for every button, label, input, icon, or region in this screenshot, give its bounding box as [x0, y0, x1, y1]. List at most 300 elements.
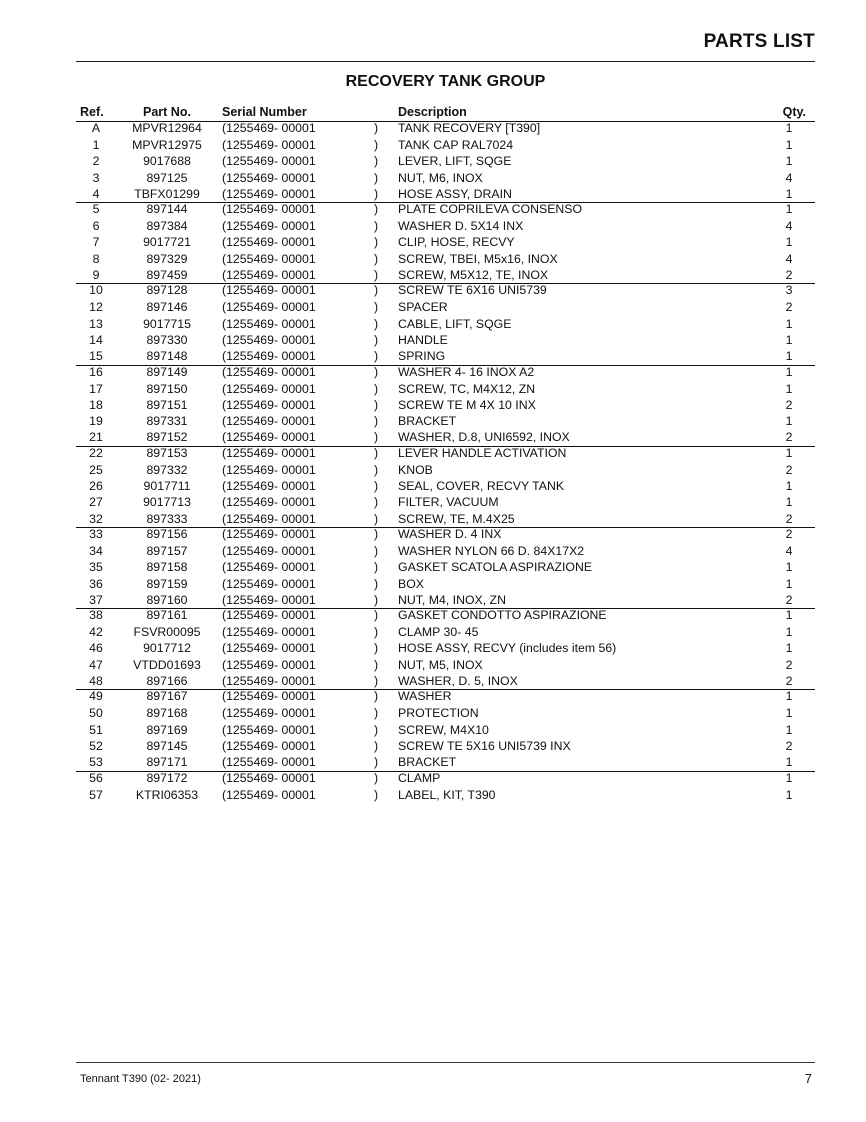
column-header-serial: Serial Number: [222, 105, 307, 119]
description-cell: WASHER 4- 16 INOX A2: [398, 364, 535, 379]
serial-number-cell: (1255469- 00001: [222, 414, 316, 429]
table-row: [76, 446, 815, 462]
part-number-cell: 897153: [146, 445, 188, 460]
qty-cell: 2: [785, 397, 793, 412]
part-number-cell: 897160: [146, 592, 188, 607]
part-number-cell: 897459: [146, 268, 188, 283]
qty-cell: 4: [785, 170, 793, 185]
serial-close-paren: ): [374, 722, 379, 737]
qty-cell: 2: [785, 462, 793, 477]
ref-cell: 18: [89, 397, 103, 412]
part-number-cell: KTRI06353: [135, 787, 199, 802]
qty-cell: 2: [785, 511, 793, 526]
serial-close-paren: ): [374, 430, 379, 445]
serial-close-paren: ): [374, 770, 379, 785]
description-cell: SPRING: [398, 349, 446, 364]
serial-close-paren: ): [374, 526, 379, 541]
qty-cell: 1: [785, 316, 793, 331]
ref-cell: 48: [89, 674, 103, 689]
table-row: [76, 348, 815, 364]
qty-cell: 1: [785, 349, 793, 364]
serial-number-cell: (1255469- 00001: [222, 251, 316, 266]
ref-cell: 7: [92, 235, 100, 250]
qty-cell: 1: [785, 202, 793, 217]
part-number-cell: 897151: [146, 397, 188, 412]
part-number-cell: 897329: [146, 251, 188, 266]
serial-close-paren: ): [374, 511, 379, 526]
serial-close-paren: ): [374, 608, 379, 623]
serial-number-cell: (1255469- 00001: [222, 576, 316, 591]
ref-cell: 51: [89, 722, 103, 737]
ref-cell: 10: [89, 283, 103, 298]
part-number-cell: 897161: [146, 608, 188, 623]
part-number-cell: 897159: [146, 576, 188, 591]
ref-cell: 46: [89, 641, 103, 656]
qty-cell: 1: [785, 235, 793, 250]
description-cell: WASHER, D. 5, INOX: [398, 674, 518, 689]
serial-close-paren: ): [374, 755, 379, 770]
qty-cell: 2: [785, 738, 793, 753]
qty-cell: 2: [785, 300, 793, 315]
description-cell: WASHER NYLON 66 D. 84X17X2: [398, 543, 585, 558]
serial-close-paren: ): [374, 495, 379, 510]
part-number-cell: 897333: [146, 511, 188, 526]
page-title: PARTS LIST: [703, 31, 815, 52]
footer-divider: [76, 1062, 815, 1063]
serial-close-paren: ): [374, 381, 379, 396]
qty-cell: 1: [785, 445, 793, 460]
serial-number-cell: (1255469- 00001: [222, 300, 316, 315]
part-number-cell: 897150: [146, 381, 188, 396]
table-row: [76, 234, 815, 250]
table-row: [76, 478, 815, 494]
serial-close-paren: ): [374, 445, 379, 460]
table-row: [76, 511, 815, 527]
qty-cell: 3: [785, 283, 793, 298]
serial-close-paren: ): [374, 202, 379, 217]
serial-close-paren: ): [374, 560, 379, 575]
description-cell: NUT, M6, INOX: [398, 170, 483, 185]
description-cell: SCREW TE 5X16 UNI5739 INX: [398, 738, 571, 753]
ref-cell: 49: [89, 689, 103, 704]
part-number-cell: FSVR00095: [133, 625, 201, 640]
part-number-cell: 897156: [146, 526, 188, 541]
description-cell: SCREW, TBEI, M5x16, INOX: [398, 251, 558, 266]
ref-cell: 53: [89, 755, 103, 770]
serial-number-cell: (1255469- 00001: [222, 445, 316, 460]
table-row: [76, 624, 815, 640]
ref-cell: 57: [89, 787, 103, 802]
ref-cell: 37: [89, 592, 103, 607]
table-row: [76, 153, 815, 169]
table-header-row: [76, 104, 815, 121]
table-row: [76, 640, 815, 656]
table-row: [76, 592, 815, 608]
description-cell: SCREW TE M 4X 10 INX: [398, 397, 536, 412]
qty-cell: 1: [785, 770, 793, 785]
table-row: [76, 397, 815, 413]
serial-close-paren: ): [374, 641, 379, 656]
description-cell: WASHER, D.8, UNI6592, INOX: [398, 430, 570, 445]
table-row: [76, 787, 815, 803]
table-row: [76, 381, 815, 397]
serial-number-cell: (1255469- 00001: [222, 186, 316, 201]
qty-cell: 1: [785, 364, 793, 379]
qty-cell: 2: [785, 268, 793, 283]
qty-cell: 1: [785, 479, 793, 494]
serial-number-cell: (1255469- 00001: [222, 657, 316, 672]
column-header-ref: Ref.: [80, 105, 104, 119]
description-cell: PLATE COPRILEVA CONSENSO: [398, 202, 583, 217]
ref-cell: 56: [89, 770, 103, 785]
part-number-cell: 9017721: [143, 235, 191, 250]
ref-cell: 22: [89, 445, 103, 460]
qty-cell: 1: [785, 560, 793, 575]
serial-close-paren: ): [374, 121, 379, 135]
serial-close-paren: ): [374, 543, 379, 558]
description-cell: KNOB: [398, 462, 433, 477]
ref-cell: 15: [89, 349, 103, 364]
serial-close-paren: ): [374, 674, 379, 689]
table-row: [76, 527, 815, 543]
serial-number-cell: (1255469- 00001: [222, 316, 316, 331]
table-row: [76, 186, 815, 202]
description-cell: SCREW, TE, M.4X25: [398, 511, 515, 526]
serial-number-cell: (1255469- 00001: [222, 349, 316, 364]
qty-cell: 1: [785, 186, 793, 201]
table-row: [76, 543, 815, 559]
serial-close-paren: ): [374, 625, 379, 640]
serial-close-paren: ): [374, 349, 379, 364]
ref-cell: 17: [89, 381, 103, 396]
table-row: [76, 332, 815, 348]
table-row: [76, 738, 815, 754]
part-number-cell: 9017688: [143, 154, 191, 169]
table-row: [76, 494, 815, 510]
description-cell: CLAMP 30- 45: [398, 625, 479, 640]
serial-close-paren: ): [374, 235, 379, 250]
description-cell: WASHER D. 4 INX: [398, 526, 502, 541]
part-number-cell: 897146: [146, 300, 188, 315]
ref-cell: 32: [89, 511, 103, 526]
description-cell: HOSE ASSY, RECVY (includes item 56): [398, 641, 617, 656]
serial-number-cell: (1255469- 00001: [222, 430, 316, 445]
description-cell: SCREW, TC, M4X12, ZN: [398, 381, 536, 396]
description-cell: LEVER, LIFT, SQGE: [398, 154, 512, 169]
table-row: [76, 559, 815, 575]
table-row: [76, 413, 815, 429]
serial-close-paren: ): [374, 479, 379, 494]
qty-cell: 4: [785, 251, 793, 266]
part-number-cell: 897167: [146, 689, 188, 704]
description-cell: BOX: [398, 576, 424, 591]
table-row: [76, 170, 815, 186]
parts-table: [76, 104, 815, 803]
description-cell: CLAMP: [398, 770, 441, 785]
part-number-cell: 9017712: [143, 641, 191, 656]
description-cell: WASHER D. 5X14 INX: [398, 219, 524, 234]
serial-number-cell: (1255469- 00001: [222, 738, 316, 753]
serial-number-cell: (1255469- 00001: [222, 641, 316, 656]
serial-close-paren: ): [374, 414, 379, 429]
serial-number-cell: (1255469- 00001: [222, 608, 316, 623]
ref-cell: 34: [89, 543, 103, 558]
qty-cell: 1: [785, 121, 793, 135]
ref-cell: 36: [89, 576, 103, 591]
description-cell: BRACKET: [398, 414, 457, 429]
serial-number-cell: (1255469- 00001: [222, 364, 316, 379]
qty-cell: 1: [785, 787, 793, 802]
serial-number-cell: (1255469- 00001: [222, 511, 316, 526]
serial-number-cell: (1255469- 00001: [222, 332, 316, 347]
table-row: [76, 771, 815, 787]
serial-number-cell: (1255469- 00001: [222, 722, 316, 737]
serial-number-cell: (1255469- 00001: [222, 219, 316, 234]
serial-close-paren: ): [374, 186, 379, 201]
ref-cell: 26: [89, 479, 103, 494]
table-row: [76, 316, 815, 332]
part-number-cell: 897166: [146, 674, 188, 689]
serial-number-cell: (1255469- 00001: [222, 592, 316, 607]
qty-cell: 1: [785, 706, 793, 721]
serial-number-cell: (1255469- 00001: [222, 397, 316, 412]
table-row: [76, 251, 815, 267]
serial-number-cell: (1255469- 00001: [222, 560, 316, 575]
serial-close-paren: ): [374, 462, 379, 477]
ref-cell: 6: [92, 219, 100, 234]
serial-number-cell: (1255469- 00001: [222, 479, 316, 494]
table-row: [76, 462, 815, 478]
serial-number-cell: (1255469- 00001: [222, 381, 316, 396]
page-number: 7: [804, 1071, 812, 1086]
ref-cell: 12: [89, 300, 103, 315]
serial-number-cell: (1255469- 00001: [222, 268, 316, 283]
ref-cell: 14: [89, 332, 103, 347]
qty-cell: 1: [785, 332, 793, 347]
description-cell: GASKET SCATOLA ASPIRAZIONE: [398, 560, 593, 575]
part-number-cell: 897144: [146, 202, 188, 217]
qty-cell: 2: [785, 657, 793, 672]
table-body: [76, 121, 815, 803]
serial-number-cell: (1255469- 00001: [222, 121, 316, 135]
table-row: [76, 689, 815, 705]
ref-cell: 25: [89, 462, 103, 477]
qty-cell: 1: [785, 625, 793, 640]
description-cell: HOSE ASSY, DRAIN: [398, 186, 512, 201]
serial-close-paren: ): [374, 738, 379, 753]
serial-close-paren: ): [374, 576, 379, 591]
description-cell: CABLE, LIFT, SQGE: [398, 316, 512, 331]
ref-cell: 16: [89, 364, 103, 379]
ref-cell: 4: [92, 186, 100, 201]
ref-cell: 3: [92, 170, 100, 185]
serial-close-paren: ): [374, 316, 379, 331]
serial-number-cell: (1255469- 00001: [222, 706, 316, 721]
ref-cell: 2: [92, 154, 100, 169]
serial-close-paren: ): [374, 657, 379, 672]
table-row: [76, 365, 815, 381]
table-row: [76, 705, 815, 721]
serial-number-cell: (1255469- 00001: [222, 674, 316, 689]
ref-cell: 42: [89, 625, 103, 640]
description-cell: NUT, M5, INOX: [398, 657, 483, 672]
description-cell: CLIP, HOSE, RECVY: [398, 235, 515, 250]
description-cell: TANK CAP RAL7024: [398, 138, 514, 152]
description-cell: SCREW, M4X10: [398, 722, 489, 737]
serial-close-paren: ): [374, 138, 379, 152]
serial-close-paren: ): [374, 283, 379, 298]
part-number-cell: 897152: [146, 430, 188, 445]
qty-cell: 1: [785, 689, 793, 704]
table-row: [76, 283, 815, 299]
ref-cell: 9: [92, 268, 100, 283]
part-number-cell: 897128: [146, 283, 188, 298]
serial-close-paren: ): [374, 397, 379, 412]
serial-number-cell: (1255469- 00001: [222, 170, 316, 185]
serial-close-paren: ): [374, 689, 379, 704]
serial-close-paren: ): [374, 251, 379, 266]
part-number-cell: 897125: [146, 170, 188, 185]
serial-number-cell: (1255469- 00001: [222, 462, 316, 477]
part-number-cell: 897172: [146, 770, 188, 785]
part-number-cell: 9017713: [143, 495, 191, 510]
qty-cell: 1: [785, 154, 793, 169]
ref-cell: 33: [89, 526, 103, 541]
qty-cell: 1: [785, 381, 793, 396]
ref-cell: 8: [92, 251, 100, 266]
header-divider: [76, 61, 815, 62]
ref-cell: 13: [89, 316, 103, 331]
qty-cell: 1: [785, 755, 793, 770]
qty-cell: 1: [785, 576, 793, 591]
column-header-qty: Qty.: [782, 105, 806, 119]
ref-cell: 21: [89, 430, 103, 445]
part-number-cell: 897384: [146, 219, 188, 234]
serial-number-cell: (1255469- 00001: [222, 138, 316, 152]
serial-close-paren: ): [374, 154, 379, 169]
description-cell: WASHER: [398, 689, 452, 704]
part-number-cell: 897149: [146, 364, 188, 379]
table-row: [76, 722, 815, 738]
qty-cell: 1: [785, 414, 793, 429]
ref-cell: 1: [92, 138, 100, 152]
part-number-cell: TBFX01299: [134, 186, 200, 201]
ref-cell: 5: [92, 202, 100, 217]
description-cell: LABEL, KIT, T390: [398, 787, 496, 802]
ref-cell: 19: [89, 414, 103, 429]
qty-cell: 1: [785, 138, 793, 152]
serial-number-cell: (1255469- 00001: [222, 689, 316, 704]
table-row: [76, 754, 815, 770]
part-number-cell: 897158: [146, 560, 188, 575]
table-row: [76, 202, 815, 218]
serial-close-paren: ): [374, 219, 379, 234]
description-cell: PROTECTION: [398, 706, 479, 721]
serial-close-paren: ): [374, 787, 379, 802]
description-cell: SCREW TE 6X16 UNI5739: [398, 283, 547, 298]
table-row: [76, 267, 815, 283]
qty-cell: 2: [785, 430, 793, 445]
part-number-cell: 897331: [146, 414, 188, 429]
part-number-cell: 897145: [146, 738, 188, 753]
serial-close-paren: ): [374, 300, 379, 315]
column-header-description: Description: [398, 105, 467, 119]
part-number-cell: 897169: [146, 722, 188, 737]
description-cell: HANDLE: [398, 332, 448, 347]
part-number-cell: 9017715: [143, 316, 191, 331]
part-number-cell: 897148: [146, 349, 188, 364]
part-number-cell: 897171: [146, 755, 188, 770]
part-number-cell: 897157: [146, 543, 188, 558]
serial-number-cell: (1255469- 00001: [222, 755, 316, 770]
column-header-part-no: Part No.: [143, 105, 191, 119]
publication-label: Tennant T390 (02- 2021): [80, 1073, 201, 1085]
description-cell: BRACKET: [398, 755, 457, 770]
serial-number-cell: (1255469- 00001: [222, 283, 316, 298]
qty-cell: 2: [785, 592, 793, 607]
description-cell: SEAL, COVER, RECVY TANK: [398, 479, 565, 494]
table-row: [76, 576, 815, 592]
table-row: [76, 429, 815, 445]
ref-cell: 52: [89, 738, 103, 753]
serial-number-cell: (1255469- 00001: [222, 526, 316, 541]
qty-cell: 1: [785, 495, 793, 510]
description-cell: TANK RECOVERY [T390]: [398, 121, 541, 135]
qty-cell: 1: [785, 722, 793, 737]
qty-cell: 1: [785, 608, 793, 623]
serial-number-cell: (1255469- 00001: [222, 543, 316, 558]
ref-cell: 27: [89, 495, 103, 510]
qty-cell: 1: [785, 641, 793, 656]
part-number-cell: MPVR12975: [132, 138, 202, 152]
description-cell: NUT, M4, INOX, ZN: [398, 592, 506, 607]
description-cell: LEVER HANDLE ACTIVATION: [398, 445, 567, 460]
description-cell: SPACER: [398, 300, 448, 315]
description-cell: GASKET CONDOTTO ASPIRAZIONE: [398, 608, 607, 623]
table-row: [76, 121, 815, 137]
table-row: [76, 218, 815, 234]
ref-cell: 38: [89, 608, 103, 623]
table-row: [76, 673, 815, 689]
serial-close-paren: ): [374, 592, 379, 607]
serial-close-paren: ): [374, 268, 379, 283]
serial-close-paren: ): [374, 170, 379, 185]
serial-number-cell: (1255469- 00001: [222, 787, 316, 802]
serial-number-cell: (1255469- 00001: [222, 202, 316, 217]
part-number-cell: VTDD01693: [133, 657, 201, 672]
part-number-cell: MPVR12964: [132, 121, 202, 135]
description-cell: SCREW, M5X12, TE, INOX: [398, 268, 549, 283]
part-number-cell: 897168: [146, 706, 188, 721]
description-cell: FILTER, VACUUM: [398, 495, 499, 510]
serial-number-cell: (1255469- 00001: [222, 495, 316, 510]
group-title: RECOVERY TANK GROUP: [345, 73, 546, 90]
qty-cell: 2: [785, 674, 793, 689]
qty-cell: 2: [785, 526, 793, 541]
serial-close-paren: ): [374, 706, 379, 721]
part-number-cell: 897330: [146, 332, 188, 347]
serial-close-paren: ): [374, 364, 379, 379]
ref-cell: 50: [89, 706, 103, 721]
serial-number-cell: (1255469- 00001: [222, 154, 316, 169]
ref-cell: 35: [89, 560, 103, 575]
qty-cell: 4: [785, 543, 793, 558]
part-number-cell: 897332: [146, 462, 188, 477]
table-row: [76, 657, 815, 673]
serial-number-cell: (1255469- 00001: [222, 625, 316, 640]
table-row: [76, 137, 815, 153]
serial-number-cell: (1255469- 00001: [222, 770, 316, 785]
